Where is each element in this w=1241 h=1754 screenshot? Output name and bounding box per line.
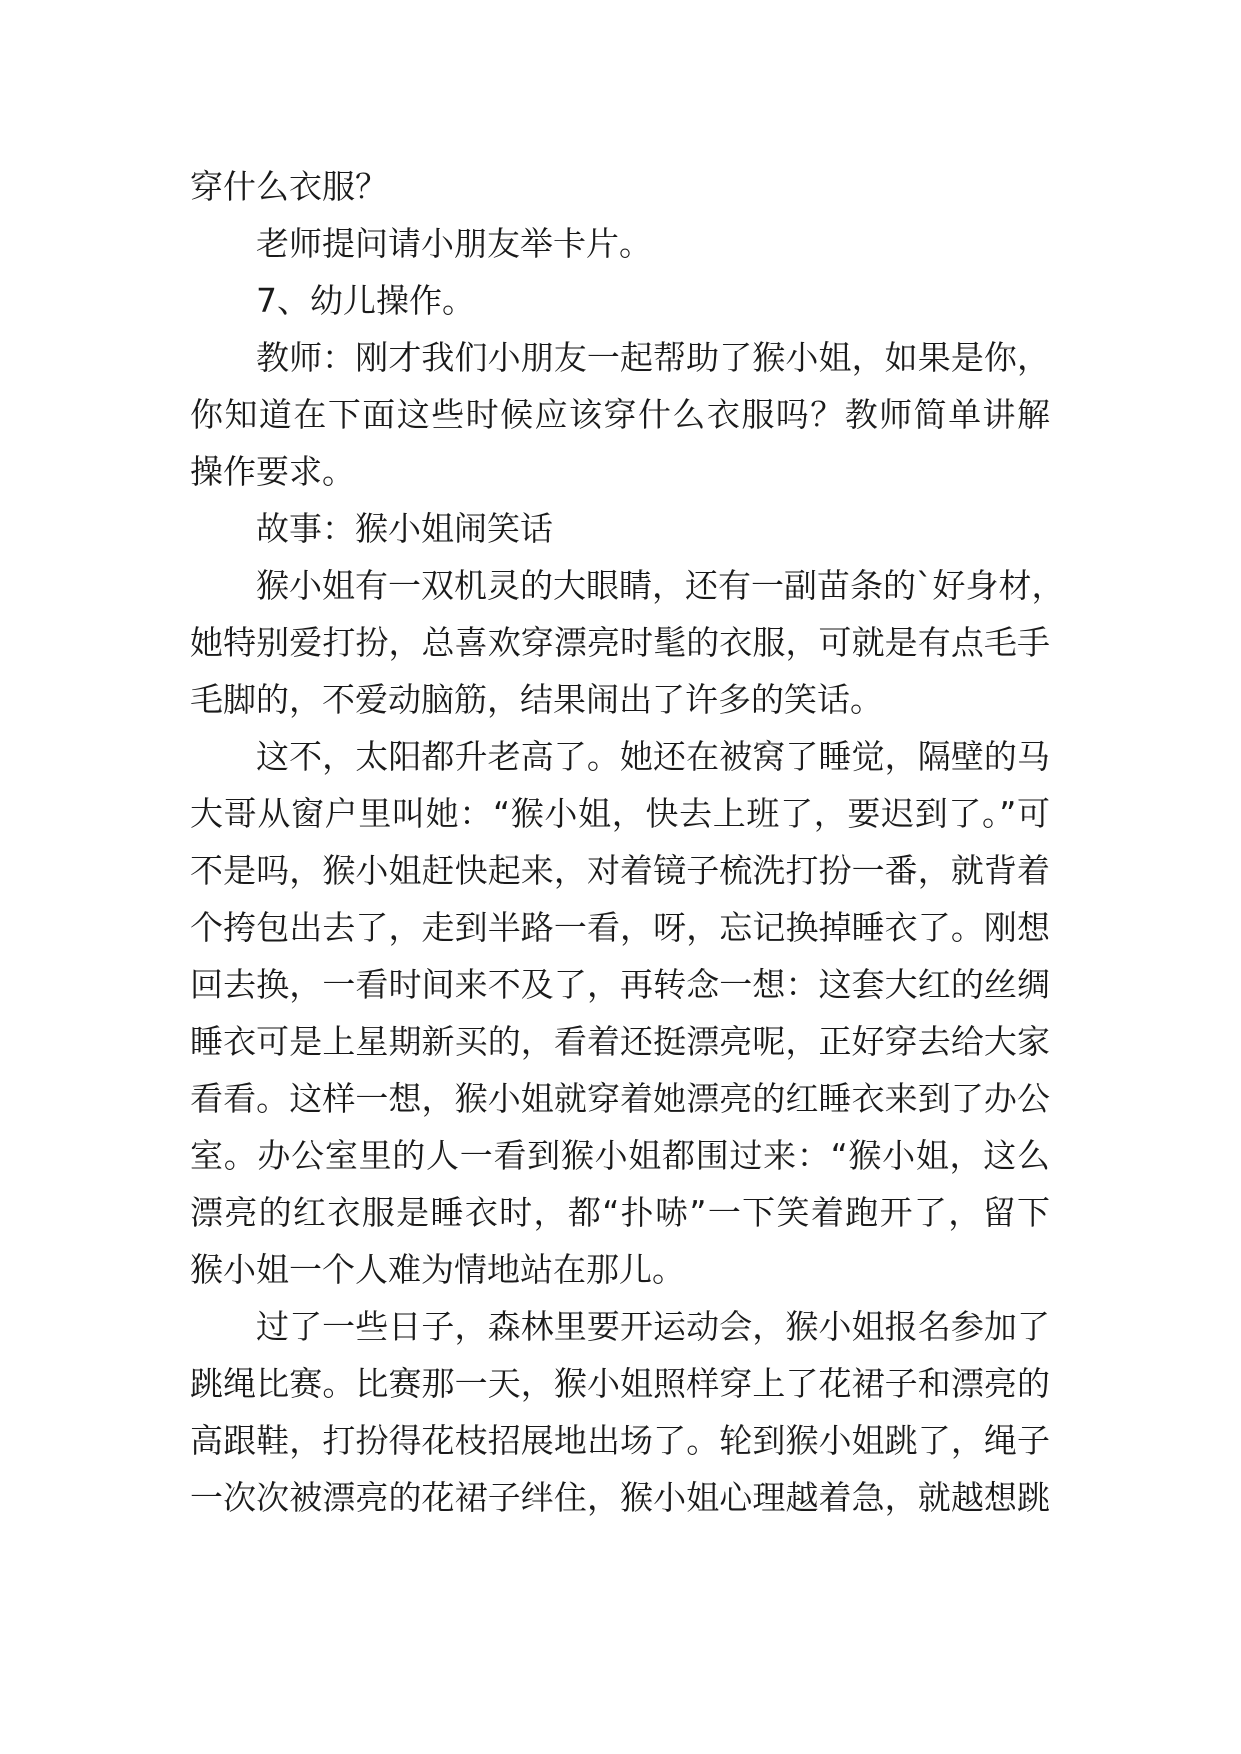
- text-line: 过了一些日子，森林里要开运动会，猴小姐报名参加了: [256, 1307, 1050, 1346]
- text-line: 睡衣可是上星期新买的，看着还挺漂亮呢，正好穿去给大家: [190, 1022, 1050, 1061]
- text-line: 穿什么衣服？: [190, 167, 388, 206]
- text-line: 漂亮的红衣服是睡衣时，都“扑哧”一下笑着跑开了，留下: [190, 1193, 1050, 1232]
- text-line: 操作要求。: [190, 452, 355, 491]
- text-line: 毛脚的，不爱动脑筋，结果闹出了许多的笑话。: [190, 680, 883, 719]
- text-line: 7、幼儿操作。: [256, 281, 475, 320]
- text-line: 一次次被漂亮的花裙子绊住，猴小姐心理越着急，就越想跳: [190, 1478, 1050, 1517]
- text-line: 室。办公室里的人一看到猴小姐都围过来：“猴小姐，这么: [190, 1136, 1050, 1175]
- text-line: 猴小姐有一双机灵的大眼睛，还有一副苗条的`好身材，: [256, 566, 1065, 605]
- text-line: 看看。这样一想，猴小姐就穿着她漂亮的红睡衣来到了办公: [190, 1079, 1050, 1118]
- text-line: 回去换，一看时间来不及了，再转念一想：这套大红的丝绸: [190, 965, 1050, 1004]
- text-line: 教师：刚才我们小朋友一起帮助了猴小姐，如果是你，: [256, 338, 1050, 377]
- text-line: 跳绳比赛。比赛那一天，猴小姐照样穿上了花裙子和漂亮的: [190, 1364, 1050, 1403]
- text-line: 不是吗，猴小姐赶快起来，对着镜子梳洗打扮一番，就背着: [190, 851, 1050, 890]
- text-line: 故事：猴小姐闹笑话: [256, 509, 553, 548]
- text-line: 你知道在下面这些时候应该穿什么衣服吗？教师简单讲解: [190, 395, 1050, 434]
- text-line: 老师提问请小朋友举卡片。: [256, 224, 652, 263]
- text-line: 猴小姐一个人难为情地站在那儿。: [190, 1250, 685, 1289]
- text-line: 这不，太阳都升老高了。她还在被窝了睡觉，隔壁的马: [256, 737, 1050, 776]
- text-line: 高跟鞋，打扮得花枝招展地出场了。轮到猴小姐跳了，绳子: [190, 1421, 1050, 1460]
- text-line: 大哥从窗户里叫她：“猴小姐，快去上班了，要迟到了。”可: [190, 794, 1050, 833]
- document-body: [190, 158, 1065, 1526]
- text-line: 个挎包出去了，走到半路一看，呀，忘记换掉睡衣了。刚想: [190, 908, 1050, 947]
- text-line: 她特别爱打扮，总喜欢穿漂亮时髦的衣服，可就是有点毛手: [190, 623, 1050, 662]
